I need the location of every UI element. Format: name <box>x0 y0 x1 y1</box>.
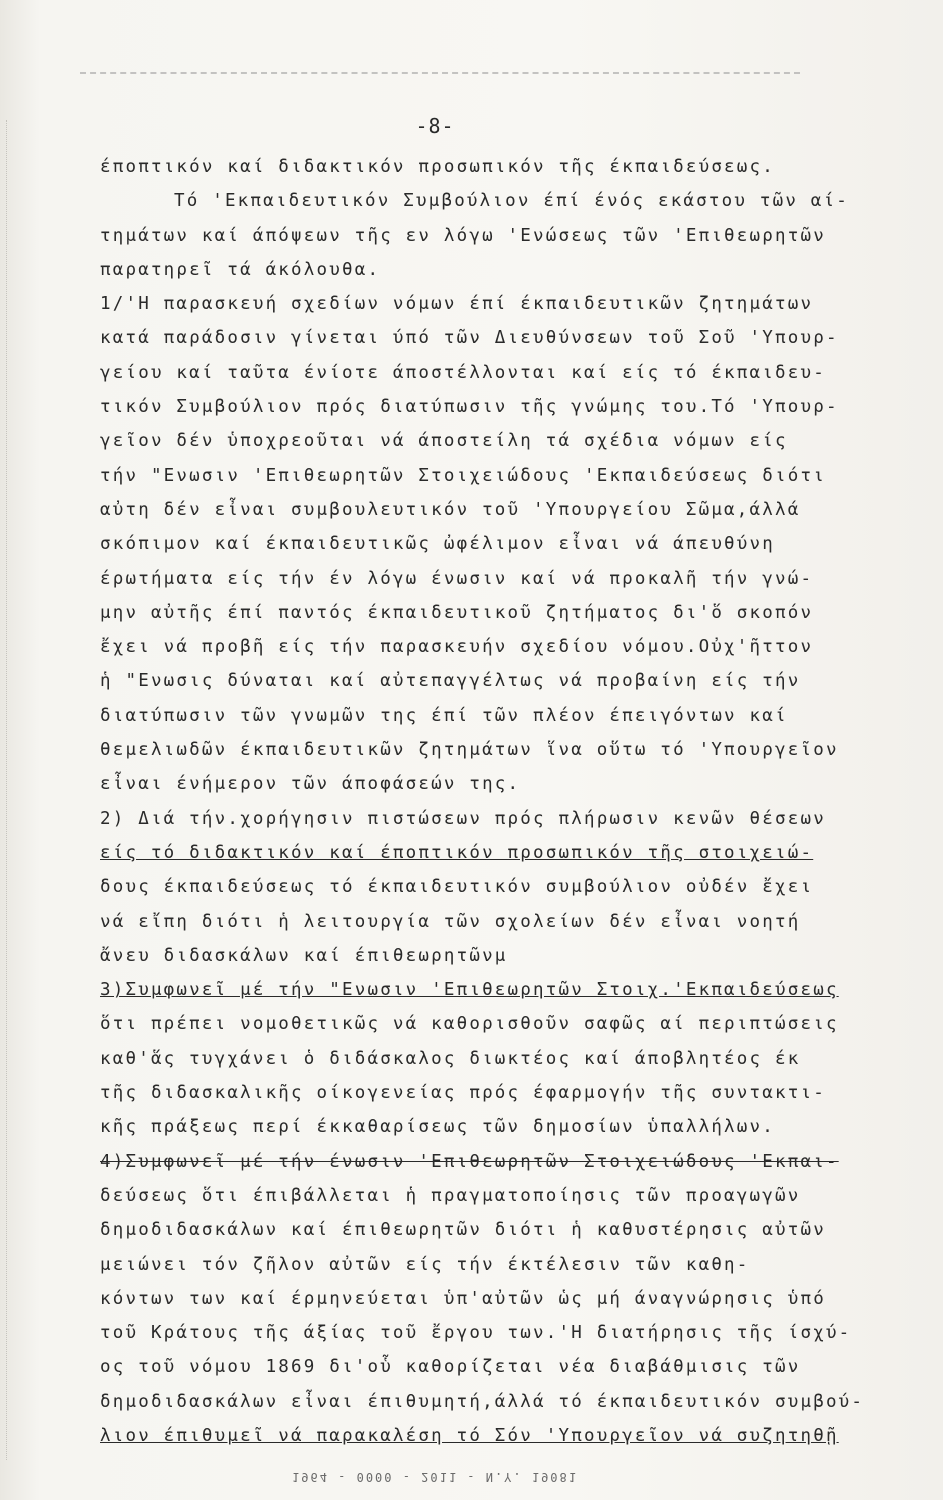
text-line: ἄνευ διδασκάλων καί έπιθεωρητῶνμ <box>100 945 508 966</box>
text-line: σκόπιμον καί έκπαιδευτικῶς ὠφέλιμον εἶναι νά άπευθύνη <box>100 534 776 555</box>
text-line: δεύσεως ὅτι έπιβάλλεται ἡ πραγματοποίησις τῶν προαγωγῶν <box>100 1185 801 1206</box>
text-line: μην αὐτῆς έπί παντός έκπαιδευτικοῦ ζητήματος δι'ὅ σκοπόν <box>100 602 814 623</box>
text-line: εἶναι ένήμερον τῶν άποφάσεών της. <box>100 774 521 795</box>
text-line: τῆς διδασκαλικῆς οίκογενείας πρός έφαρμογήν τῆς συντακτι- <box>100 1083 826 1104</box>
text-line: καθ'ἅς τυγχάνει ὁ διδάσκαλος διωκτέος καί άποβλητέος έκ <box>100 1048 801 1069</box>
text-line: δημοδιδασκάλων εἶναι έπιθυμητή,άλλά τό έκπαιδευτικόν συμβού- <box>100 1391 865 1412</box>
text-line: γεῖον δέν ὑποχρεοῦται νά άποστείλη τά σχέδια νόμων είς <box>100 431 788 452</box>
printer-imprint: 1964 - 0000 - 2011 - N.Y. 19081 <box>292 1470 578 1484</box>
top-rule <box>80 72 800 74</box>
binding-margin <box>6 120 29 1460</box>
typed-text-body <box>100 150 890 1453</box>
text-line: είς τό διδακτικόν καί έποπτικόν προσωπικόν τῆς στοιχειώ- <box>100 842 814 863</box>
text-line: κόντων των καί έρμηνεύεται ὑπ'αὐτῶν ὡς μή άναγνώρησις ὑπό <box>100 1288 826 1309</box>
text-line: ἡ "Ενωσις δύναται καί αὐτεπαγγέλτως νά προβαίνη είς τήν <box>100 671 801 692</box>
text-line: δους έκπαιδεύσεως τό έκπαιδευτικόν συμβούλιον οὐδέν ἔχει <box>100 877 814 898</box>
text-line: τήν "Ενωσιν 'Επιθεωρητῶν Στοιχειώδους 'Εκπαιδεύσεως διότι <box>100 465 826 486</box>
text-line: τοῦ Κράτους τῆς άξίας τοῦ ἔργου των.'Η διατήρησις τῆς ίσχύ- <box>100 1323 852 1344</box>
text-line: θεμελιωδῶν έκπαιδευτικῶν ζητημάτων ἵνα οὕτω τό 'Υπουργεῖον <box>100 740 839 761</box>
text-line: κατά παράδοσιν γίνεται ύπό τῶν Διευθύνσεων τοῦ Σοῦ 'Υπουρ- <box>100 328 839 349</box>
text-line: 4)Συμφωνεῖ μέ τήν ένωσιν 'Επιθεωρητῶν Στοιχειώδους 'Εκπαι- <box>100 1151 839 1172</box>
text-line: ὅτι πρέπει νομοθετικῶς νά καθορισθοῦν σαφῶς αί περιπτώσεις <box>100 1014 839 1035</box>
text-line: δημοδιδασκάλων καί έπιθεωρητῶν διότι ἡ καθυστέρησις αὐτῶν <box>100 1220 826 1241</box>
text-line: αὐτη δέν εἶναι συμβουλευτικόν τοῦ 'Υπουργείου Σῶμα,άλλά <box>100 499 801 520</box>
text-line: κῆς πράξεως περί έκκαθαρίσεως τῶν δημοσίων ὑπαλλήλων. <box>100 1117 776 1138</box>
text-line: ος τοῦ νόμου 1869 δι'οὗ καθορίζεται νέα διαβάθμισις τῶν <box>100 1357 801 1378</box>
text-line: τημάτων καί άπόψεων τῆς εν λόγω 'Ενώσεως τῶν 'Επιθεωρητῶν <box>100 225 826 246</box>
text-line: 2) Διά τήν.χορήγησιν πιστώσεων πρός πλήρωσιν κενῶν θέσεων <box>100 808 826 829</box>
text-line: 3)Συμφωνεῖ μέ τήν "Ενωσιν 'Επιθεωρητῶν Στοιχ.'Εκπαιδεύσεως <box>100 980 839 1001</box>
page-number: -8- <box>415 114 455 138</box>
text-line: νά εἴπη διότι ἡ λειτουργία τῶν σχολείων δέν εἶναι νοητή <box>100 911 801 932</box>
text-line: παρατηρεῖ τά άκόλουθα. <box>100 259 381 280</box>
text-line: 1/'Η παρασκευή σχεδίων νόμων έπί έκπαιδευτικῶν ζητημάτων <box>100 294 814 315</box>
text-line: ἔχει νά προβῆ είς τήν παρασκευήν σχεδίου νόμου.Οὐχ'ῆττον <box>100 637 814 658</box>
text-line: τικόν Συμβούλιον πρός διατύπωσιν τῆς γνώμης του.Τό 'Υπουρ- <box>100 397 839 418</box>
text-line: γείου καί ταῦτα ένίοτε άποστέλλονται καί είς τό έκπαιδευ- <box>100 362 826 383</box>
text-line: έρωτήματα είς τήν έν λόγω ένωσιν καί νά προκαλῆ τήν γνώ- <box>100 568 814 589</box>
text-line: διατύπωσιν τῶν γνωμῶν της έπί τῶν πλέον έπειγόντων καί <box>100 705 788 726</box>
text-line: λιον έπιθυμεῖ νά παρακαλέση τό Σόν 'Υπουργεῖον νά συζητηθῇ <box>100 1425 839 1446</box>
text-line: έποπτικόν καί διδακτικόν προσωπικόν τῆς έκπαιδεύσεως. <box>100 157 776 177</box>
text-line: μειώνει τόν ζῆλον αὐτῶν είς τήν έκτέλεσιν τῶν καθη- <box>100 1254 750 1275</box>
text-line: Τό 'Εκπαιδευτικόν Συμβούλιον έπί ένός εκάστου τῶν αί- <box>174 191 850 212</box>
